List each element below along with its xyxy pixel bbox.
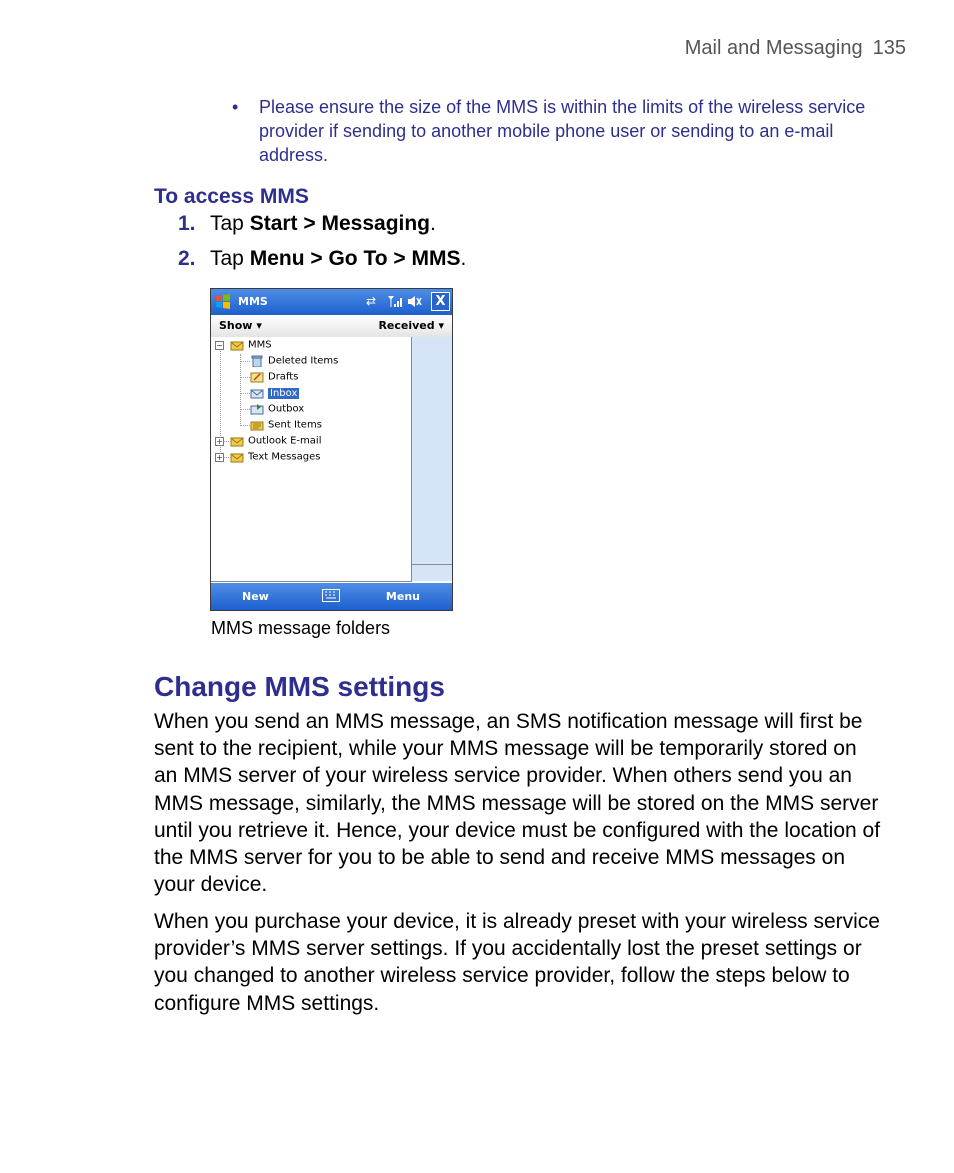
- outlook-email-icon: [230, 435, 244, 447]
- start-icon[interactable]: [214, 293, 232, 311]
- paragraph-1: When you send an MMS message, an SMS notification message will first be sent to the recipient, while your MMS message will be temporarily stored on an MMS server of your wireless service provider. When others send you an MMS message, similarly, the MMS message will be stored on the MMS server until you retrieve it. Hence, your device must be configured with the location of the MMS server for you to be able to send and receive MMS messages on your device.: [154, 710, 881, 897]
- folder-drafts[interactable]: [250, 371, 298, 383]
- chevron-down-icon: ▾: [256, 319, 262, 332]
- header-section: Mail and Messaging: [684, 37, 863, 59]
- trash-icon: [250, 355, 264, 367]
- folder-label: MMS: [248, 339, 272, 351]
- section-title: Change MMS settings: [154, 671, 445, 702]
- phone-menu-bar: [211, 315, 452, 338]
- step-post: .: [460, 247, 467, 270]
- folder-sent-items[interactable]: [250, 419, 322, 431]
- text-messages-icon: [230, 451, 244, 463]
- received-sort-menu[interactable]: [378, 319, 444, 332]
- received-label: Received: [378, 319, 435, 332]
- soft-key-bar: [211, 583, 452, 610]
- chevron-down-icon: ▾: [438, 319, 444, 332]
- signal-icon[interactable]: [387, 295, 403, 308]
- folder-label: Text Messages: [248, 451, 321, 463]
- phone-title: MMS: [238, 295, 268, 308]
- drafts-icon: [250, 371, 264, 383]
- folder-deleted-items[interactable]: [250, 355, 338, 367]
- figure-caption: MMS message folders: [211, 618, 391, 638]
- expand-icon[interactable]: +: [216, 437, 223, 446]
- bullet-text: Please ensure the size of the MMS is within the limits of the wireless service provider if sending to another mobile phone user or sending to an e-mail address.: [259, 97, 866, 165]
- collapse-icon[interactable]: −: [216, 341, 223, 350]
- step-post: .: [430, 212, 436, 235]
- mms-account-icon: [230, 339, 244, 351]
- phone-title-bar: [211, 289, 452, 315]
- menu-soft-key[interactable]: Menu: [385, 590, 420, 603]
- step-1: [178, 212, 436, 236]
- bullet-note: [232, 95, 872, 167]
- folder-label: Sent Items: [268, 419, 322, 431]
- step-number: 1.: [178, 212, 196, 235]
- step-bold: Start > Messaging: [249, 212, 431, 235]
- phone-screenshot: [210, 288, 453, 611]
- close-icon[interactable]: X: [431, 292, 450, 311]
- connectivity-icon[interactable]: ⇄: [366, 294, 377, 308]
- sent-items-icon: [250, 419, 264, 431]
- folder-label: Outlook E-mail: [248, 435, 322, 447]
- scrollbar[interactable]: [412, 337, 452, 581]
- volume-icon[interactable]: [407, 295, 423, 308]
- folder-mms[interactable]: [230, 339, 272, 351]
- show-label: Show: [219, 319, 253, 332]
- expand-icon[interactable]: +: [216, 453, 223, 462]
- folder-label: Deleted Items: [268, 355, 339, 367]
- inbox-icon: [250, 387, 264, 399]
- folder-outbox[interactable]: [250, 403, 304, 415]
- folder-outlook-email[interactable]: [230, 435, 321, 447]
- paragraph-2: When you purchase your device, it is already preset with your wireless service provider’s MMS server settings. If you accidentally lost the preset settings or you changed to another wireless service provider, follow the steps below to configure MMS settings.: [154, 910, 880, 1015]
- folder-tree: [211, 337, 412, 582]
- step-bold: Menu > Go To > MMS: [249, 247, 461, 270]
- folder-text-messages[interactable]: [230, 451, 320, 463]
- access-title: To access MMS: [154, 185, 309, 208]
- step-pre: Tap: [210, 247, 250, 270]
- folder-label: Outbox: [268, 403, 305, 415]
- step-number: 2.: [178, 247, 196, 270]
- step-pre: Tap: [210, 212, 250, 235]
- folder-label-selected: Inbox: [270, 387, 298, 399]
- page-header: [685, 37, 906, 60]
- keyboard-icon[interactable]: [322, 589, 340, 602]
- outbox-icon: [250, 403, 264, 415]
- step-2: [178, 247, 466, 271]
- new-soft-key[interactable]: New: [242, 590, 269, 603]
- show-menu[interactable]: [219, 319, 262, 332]
- folder-inbox[interactable]: [250, 387, 299, 399]
- bullet-icon: •: [232, 97, 239, 117]
- folder-label: Drafts: [268, 371, 299, 383]
- page-number: 135: [872, 37, 906, 59]
